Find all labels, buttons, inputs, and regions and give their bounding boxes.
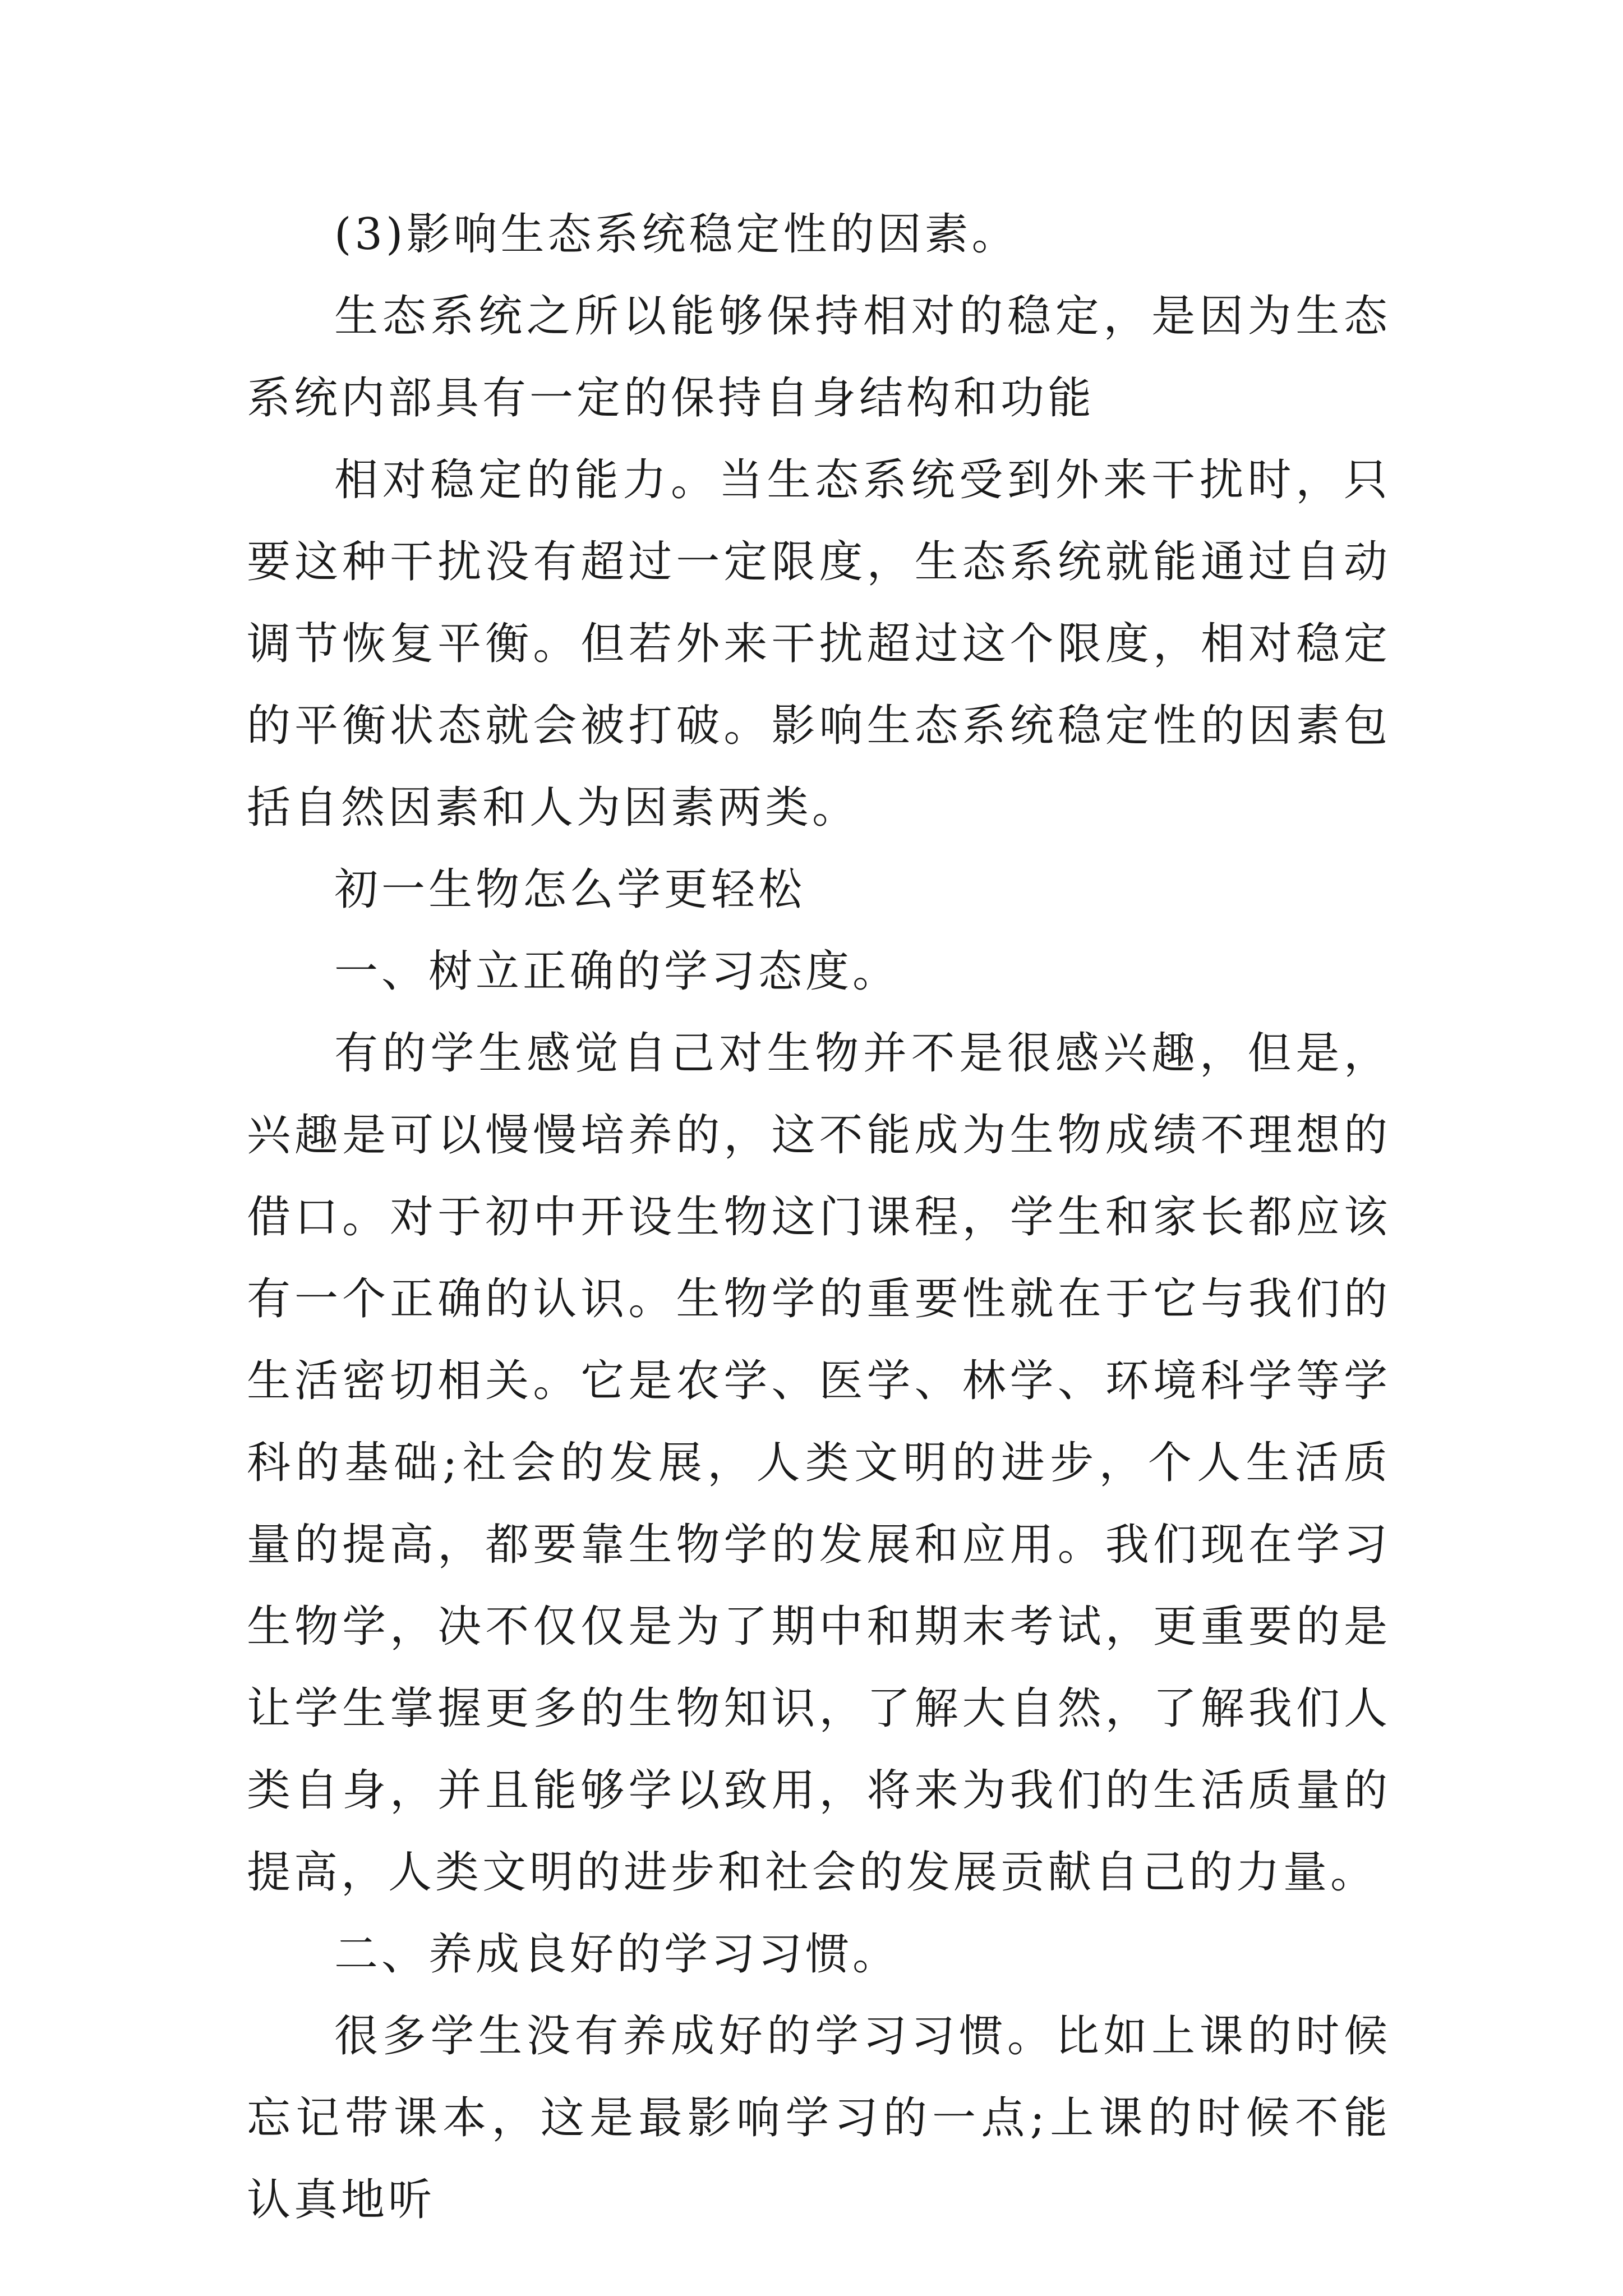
paragraph-section-two-heading: 二、养成良好的学习习惯。 [334,1929,900,1980]
paragraph-self-regulation: 相对稳定的能力。当生态系统受到外来干扰时，只要这种干扰没有超过一定限度，生态系统就能通过自动调节恢复平衡。但若外来干扰超过这个限度，相对稳定的平衡状态就会被打破。影响生态系统稳定性的因素包括自然因素和人为因素两类。 [247,455,1391,833]
paragraph-section-two-body: 很多学生没有养成好的学习习惯。比如上课的时候忘记带课本，这是最影响学习的一点;上课的时候不能认真地听 [247,2011,1391,2225]
paragraph-stability-reason: 生态系统之所以能够保持相对的稳定，是因为生态系统内部具有一定的保持自身结构和功能 [247,291,1391,424]
paragraph-article-title: 初一生物怎么学更轻松 [334,864,806,915]
paragraph-factors-heading: (3)影响生态系统稳定性的因素。 [334,209,1019,260]
paragraph-section-one-heading: 一、树立正确的学习态度。 [334,946,900,997]
document-body [247,194,1391,2241]
paragraph-section-one-body: 有的学生感觉自己对生物并不是很感兴趣，但是，兴趣是可以慢慢培养的，这不能成为生物成绩不理想的借口。对于初中开设生物这门课程，学生和家长都应该有一个正确的认识。生物学的重要性就在于它与我们的生活密切相关。它是农学、医学、林学、环境科学等学科的基础;社会的发展，人类文明的进步，个人生活质量的提高，都要靠生物学的发展和应用。我们现在学习生物学，决不仅仅是为了期中和期末考试，更重要的是让学生掌握更多的生物知识，了解大自然，了解我们人类自身，并且能够学以致用，将来为我们的生活质量的提高，人类文明的进步和社会的发展贡献自己的力量。 [247,1028,1391,1898]
